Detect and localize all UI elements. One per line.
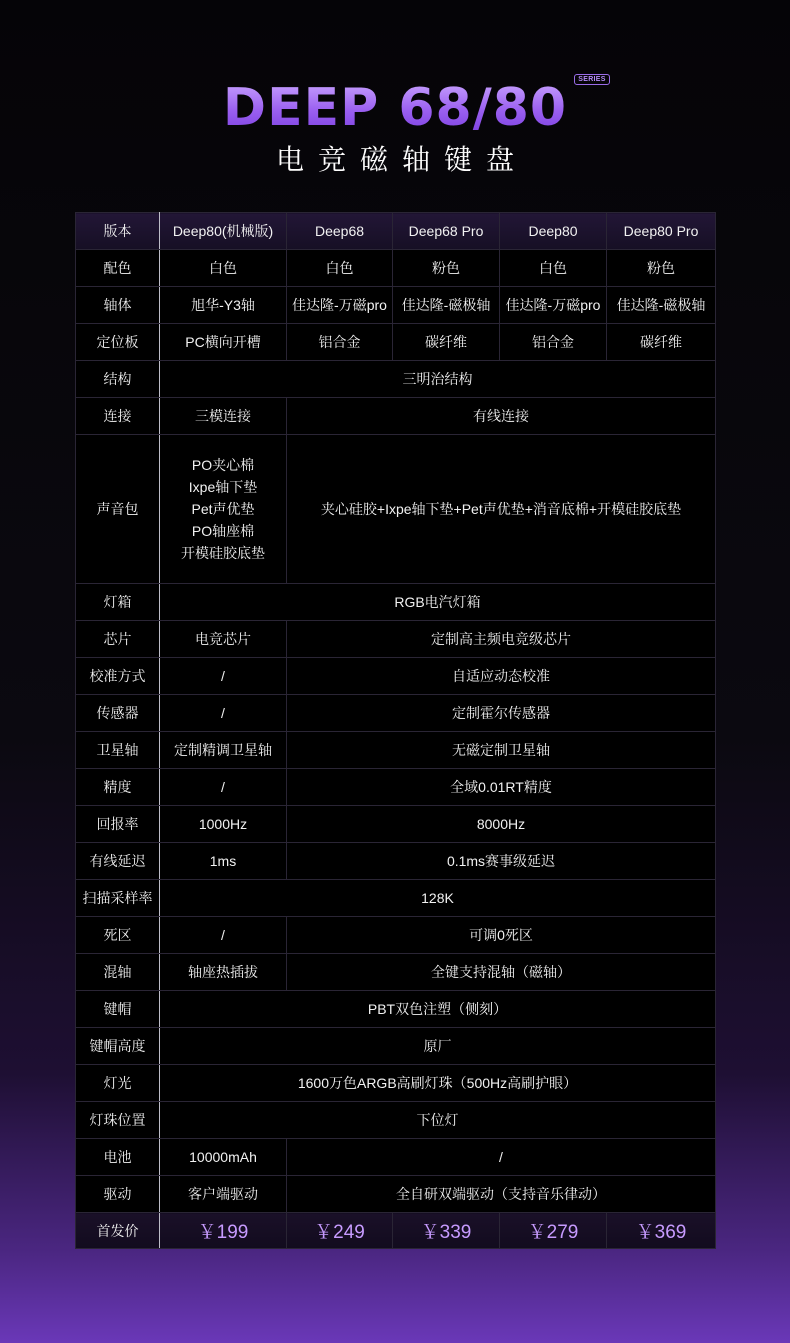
table-cell: 碳纤维 [607,324,716,361]
table-cell: 佳达隆-磁极轴 [393,287,500,324]
table-cell: RGB电汽灯箱 [160,584,716,621]
table-cell [160,435,287,584]
row-label: 连接 [76,398,160,435]
table-row-hotswap [76,954,716,991]
table-cell: 定制精调卫星轴 [160,732,287,769]
table-row-lightbox [76,584,716,621]
table-cell: / [287,1139,716,1176]
table-cell: 1600万色ARGB高刷灯珠（500Hz高刷护眼） [160,1065,716,1102]
table-cell: 三模连接 [160,398,287,435]
table-cell: 佳达隆-万磁pro [500,287,607,324]
row-label: 定位板 [76,324,160,361]
table-cell: 三明治结构 [160,361,716,398]
row-label: 传感器 [76,695,160,732]
table-cell: 定制霍尔传感器 [287,695,716,732]
table-row-led-position [76,1102,716,1139]
column-header-deep80-pro: Deep80 Pro [607,213,716,250]
table-row-plate [76,324,716,361]
price-cell: ￥199 [160,1213,287,1249]
table-row-precision [76,769,716,806]
table-cell: 全自研双端驱动（支持音乐律动） [287,1176,716,1213]
page-subtitle: 电竞磁轴键盘 [275,144,528,175]
row-label: 有线延迟 [76,843,160,880]
row-label: 卫星轴 [76,732,160,769]
table-cell: 夹心硅胶+Ixpe轴下垫+Pet声优垫+消音底棉+开模硅胶底垫 [287,435,716,584]
table-row-connection [76,398,716,435]
table-row-stabilizer [76,732,716,769]
table-row-switch [76,287,716,324]
table-cell: 白色 [160,250,287,287]
column-header-deep68-pro: Deep68 Pro [393,213,500,250]
table-row-polling [76,806,716,843]
spec-table [75,212,716,1249]
table-row-calibration [76,658,716,695]
brand-logo-text: DEEP 68/80 [0,80,790,136]
table-cell: / [160,695,287,732]
table-row-sensor [76,695,716,732]
table-cell: 定制高主频电竞级芯片 [287,621,716,658]
table-cell: 1ms [160,843,287,880]
column-header-deep80-mech: Deep80(机械版) [160,213,287,250]
row-label: 首发价 [76,1213,160,1249]
table-cell: 电竞芯片 [160,621,287,658]
row-label: 扫描采样率 [76,880,160,917]
table-cell: 轴座热插拔 [160,954,287,991]
table-row-color [76,250,716,287]
table-row-latency [76,843,716,880]
header [0,0,790,200]
row-label: 灯箱 [76,584,160,621]
table-cell: 有线连接 [287,398,716,435]
table-cell: 白色 [500,250,607,287]
table-cell: 佳达隆-磁极轴 [607,287,716,324]
table-cell: 全键支持混轴（磁轴） [287,954,716,991]
row-label: 灯光 [76,1065,160,1102]
row-label: 键帽高度 [76,1028,160,1065]
column-header-deep80: Deep80 [500,213,607,250]
table-cell: 10000mAh [160,1139,287,1176]
table-header-row [76,213,716,250]
table-row-chip [76,621,716,658]
row-label: 灯珠位置 [76,1102,160,1139]
table-cell: 128K [160,880,716,917]
table-cell: PC横向开槽 [160,324,287,361]
table-row-battery [76,1139,716,1176]
row-label: 键帽 [76,991,160,1028]
table-cell: 自适应动态校准 [287,658,716,695]
table-cell: 碳纤维 [393,324,500,361]
sound-item: PO轴座棉 [191,523,255,539]
table-cell: 原厂 [160,1028,716,1065]
table-cell: / [160,658,287,695]
price-cell: ￥279 [500,1213,607,1249]
row-label: 精度 [76,769,160,806]
table-row-lighting [76,1065,716,1102]
table-row-deadzone [76,917,716,954]
row-label: 轴体 [76,287,160,324]
table-cell: 佳达隆-万磁pro [287,287,393,324]
table-row-driver [76,1176,716,1213]
table-cell: 客户端驱动 [160,1176,287,1213]
table-cell: / [160,917,287,954]
table-cell: 铝合金 [287,324,393,361]
table-cell: 0.1ms赛事级延迟 [287,843,716,880]
table-cell: / [160,769,287,806]
price-cell: ￥369 [607,1213,716,1249]
column-header-version: 版本 [76,213,160,250]
table-row-price [76,1213,716,1249]
table-cell: 无磁定制卫星轴 [287,732,716,769]
column-header-deep68: Deep68 [287,213,393,250]
table-cell: 旭华-Y3轴 [160,287,287,324]
sound-item: Pet声优垫 [191,501,255,517]
table-row-keycap [76,991,716,1028]
row-label: 结构 [76,361,160,398]
table-cell: PBT双色注塑（侧刻） [160,991,716,1028]
table-cell: 白色 [287,250,393,287]
table-row-structure [76,361,716,398]
row-label: 配色 [76,250,160,287]
table-row-scan [76,880,716,917]
row-label: 回报率 [76,806,160,843]
row-label: 校准方式 [76,658,160,695]
table-cell: 全域0.01RT精度 [287,769,716,806]
table-cell: 可调0死区 [287,917,716,954]
table-cell: 粉色 [607,250,716,287]
table-cell: 1000Hz [160,806,287,843]
row-label: 声音包 [76,435,160,584]
row-label: 死区 [76,917,160,954]
price-cell: ￥249 [287,1213,393,1249]
row-label: 驱动 [76,1176,160,1213]
sound-item: Ixpe轴下垫 [188,479,258,495]
table-cell: 8000Hz [287,806,716,843]
price-cell: ￥339 [393,1213,500,1249]
sound-item: PO夹心棉 [191,457,255,473]
table-cell: 粉色 [393,250,500,287]
table-cell: 下位灯 [160,1102,716,1139]
table-cell: 铝合金 [500,324,607,361]
row-label: 芯片 [76,621,160,658]
row-label: 电池 [76,1139,160,1176]
row-label: 混轴 [76,954,160,991]
table-row-keycap-height [76,1028,716,1065]
sound-item: 开模硅胶底垫 [181,545,265,561]
table-row-sound [76,435,716,584]
